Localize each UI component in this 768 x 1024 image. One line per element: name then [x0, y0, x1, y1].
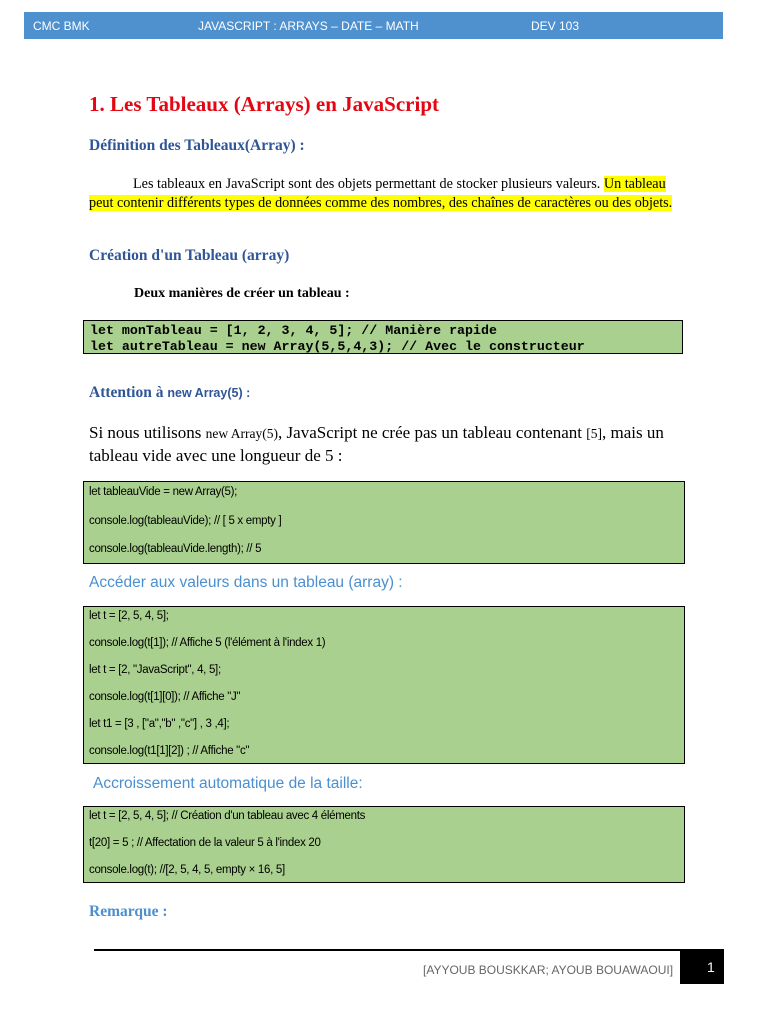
growth-heading: Accroissement automatique de la taille:: [93, 775, 363, 792]
access-code-block: [83, 606, 685, 764]
attention-paragraph: [89, 422, 689, 467]
remark-heading: Remarque :: [89, 903, 168, 920]
code-line: let t = [2, "JavaScript", 4, 5];: [89, 664, 221, 676]
header-center-text: JAVASCRIPT : ARRAYS – DATE – MATH: [198, 19, 419, 33]
header-right-text: DEV 103: [531, 19, 580, 33]
definition-highlight-text: Un tableau peut contenir différents types de données comme des nombres, des chaînes de caractères ou des objets.: [89, 176, 673, 211]
attention-code-block: [83, 481, 685, 564]
footer-divider: [94, 949, 724, 951]
definition-paragraph: [89, 175, 685, 212]
attention-inline-code-2: [5]: [586, 426, 603, 441]
attention-inline-code-1: new Array(5): [205, 426, 279, 441]
footer-authors: [AYYOUB BOUSKKAR; AYOUB BOUAWAOUI]: [423, 963, 674, 977]
code-line: console.log(tableauVide.length); // 5: [89, 543, 262, 555]
creation-subheading: Deux manières de créer un tableau :: [134, 286, 350, 301]
attention-text-3: , mais un tableau vide avec une longueur de 5 :: [89, 423, 664, 465]
definition-heading: Définition des Tableaux(Array) :: [89, 137, 305, 154]
attention-heading-code: new Array(5) :: [167, 386, 251, 400]
page-number-box: [680, 951, 724, 984]
code-line: t[20] = 5 ; // Affectation de la valeur 5 à l'index 20: [89, 837, 321, 849]
code-line: console.log(tableauVide); // [ 5 x empty ]: [89, 515, 282, 527]
attention-heading-text: Attention à: [89, 384, 164, 401]
document-header-bar: [24, 12, 723, 39]
code-line: console.log(t[1][0]); // Affiche "J": [89, 691, 241, 703]
code-line: let tableauVide = new Array(5);: [89, 486, 238, 498]
growth-code-block: [83, 806, 685, 883]
code-line: let monTableau = [1, 2, 3, 4, 5]; // Manière rapide: [90, 323, 497, 338]
page-title: 1. Les Tableaux (Arrays) en JavaScript: [89, 92, 440, 116]
creation-heading: Création d'un Tableau (array): [89, 247, 290, 264]
attention-heading: [89, 384, 250, 402]
creation-code-block: [83, 320, 683, 354]
code-line: let t1 = [3 , ["a","b" ,"c"] , 3 ,4];: [89, 718, 230, 730]
attention-text-2: , JavaScript ne crée pas un tableau contenant: [278, 423, 583, 442]
code-line: let t = [2, 5, 4, 5];: [89, 610, 169, 622]
definition-text: Les tableaux en JavaScript sont des objets permettant de stocker plusieurs valeurs.: [133, 176, 601, 192]
code-line: let autreTableau = new Array(5,5,4,3); // Avec le constructeur: [90, 338, 585, 354]
code-line: console.log(t[1]); // Affiche 5 (l'élément à l'index 1): [89, 637, 326, 649]
access-heading: Accéder aux valeurs dans un tableau (array) :: [89, 574, 403, 591]
code-line: let t = [2, 5, 4, 5]; // Création d'un tableau avec 4 éléments: [89, 810, 366, 822]
page-number: 1: [707, 959, 715, 975]
code-line: console.log(t1[1][2]) ; // Affiche "c": [89, 745, 250, 757]
code-line: console.log(t); //[2, 5, 4, 5, empty × 16, 5]: [89, 864, 285, 876]
header-left-text: CMC BMK: [33, 19, 90, 33]
attention-text-1: Si nous utilisons: [89, 423, 202, 442]
